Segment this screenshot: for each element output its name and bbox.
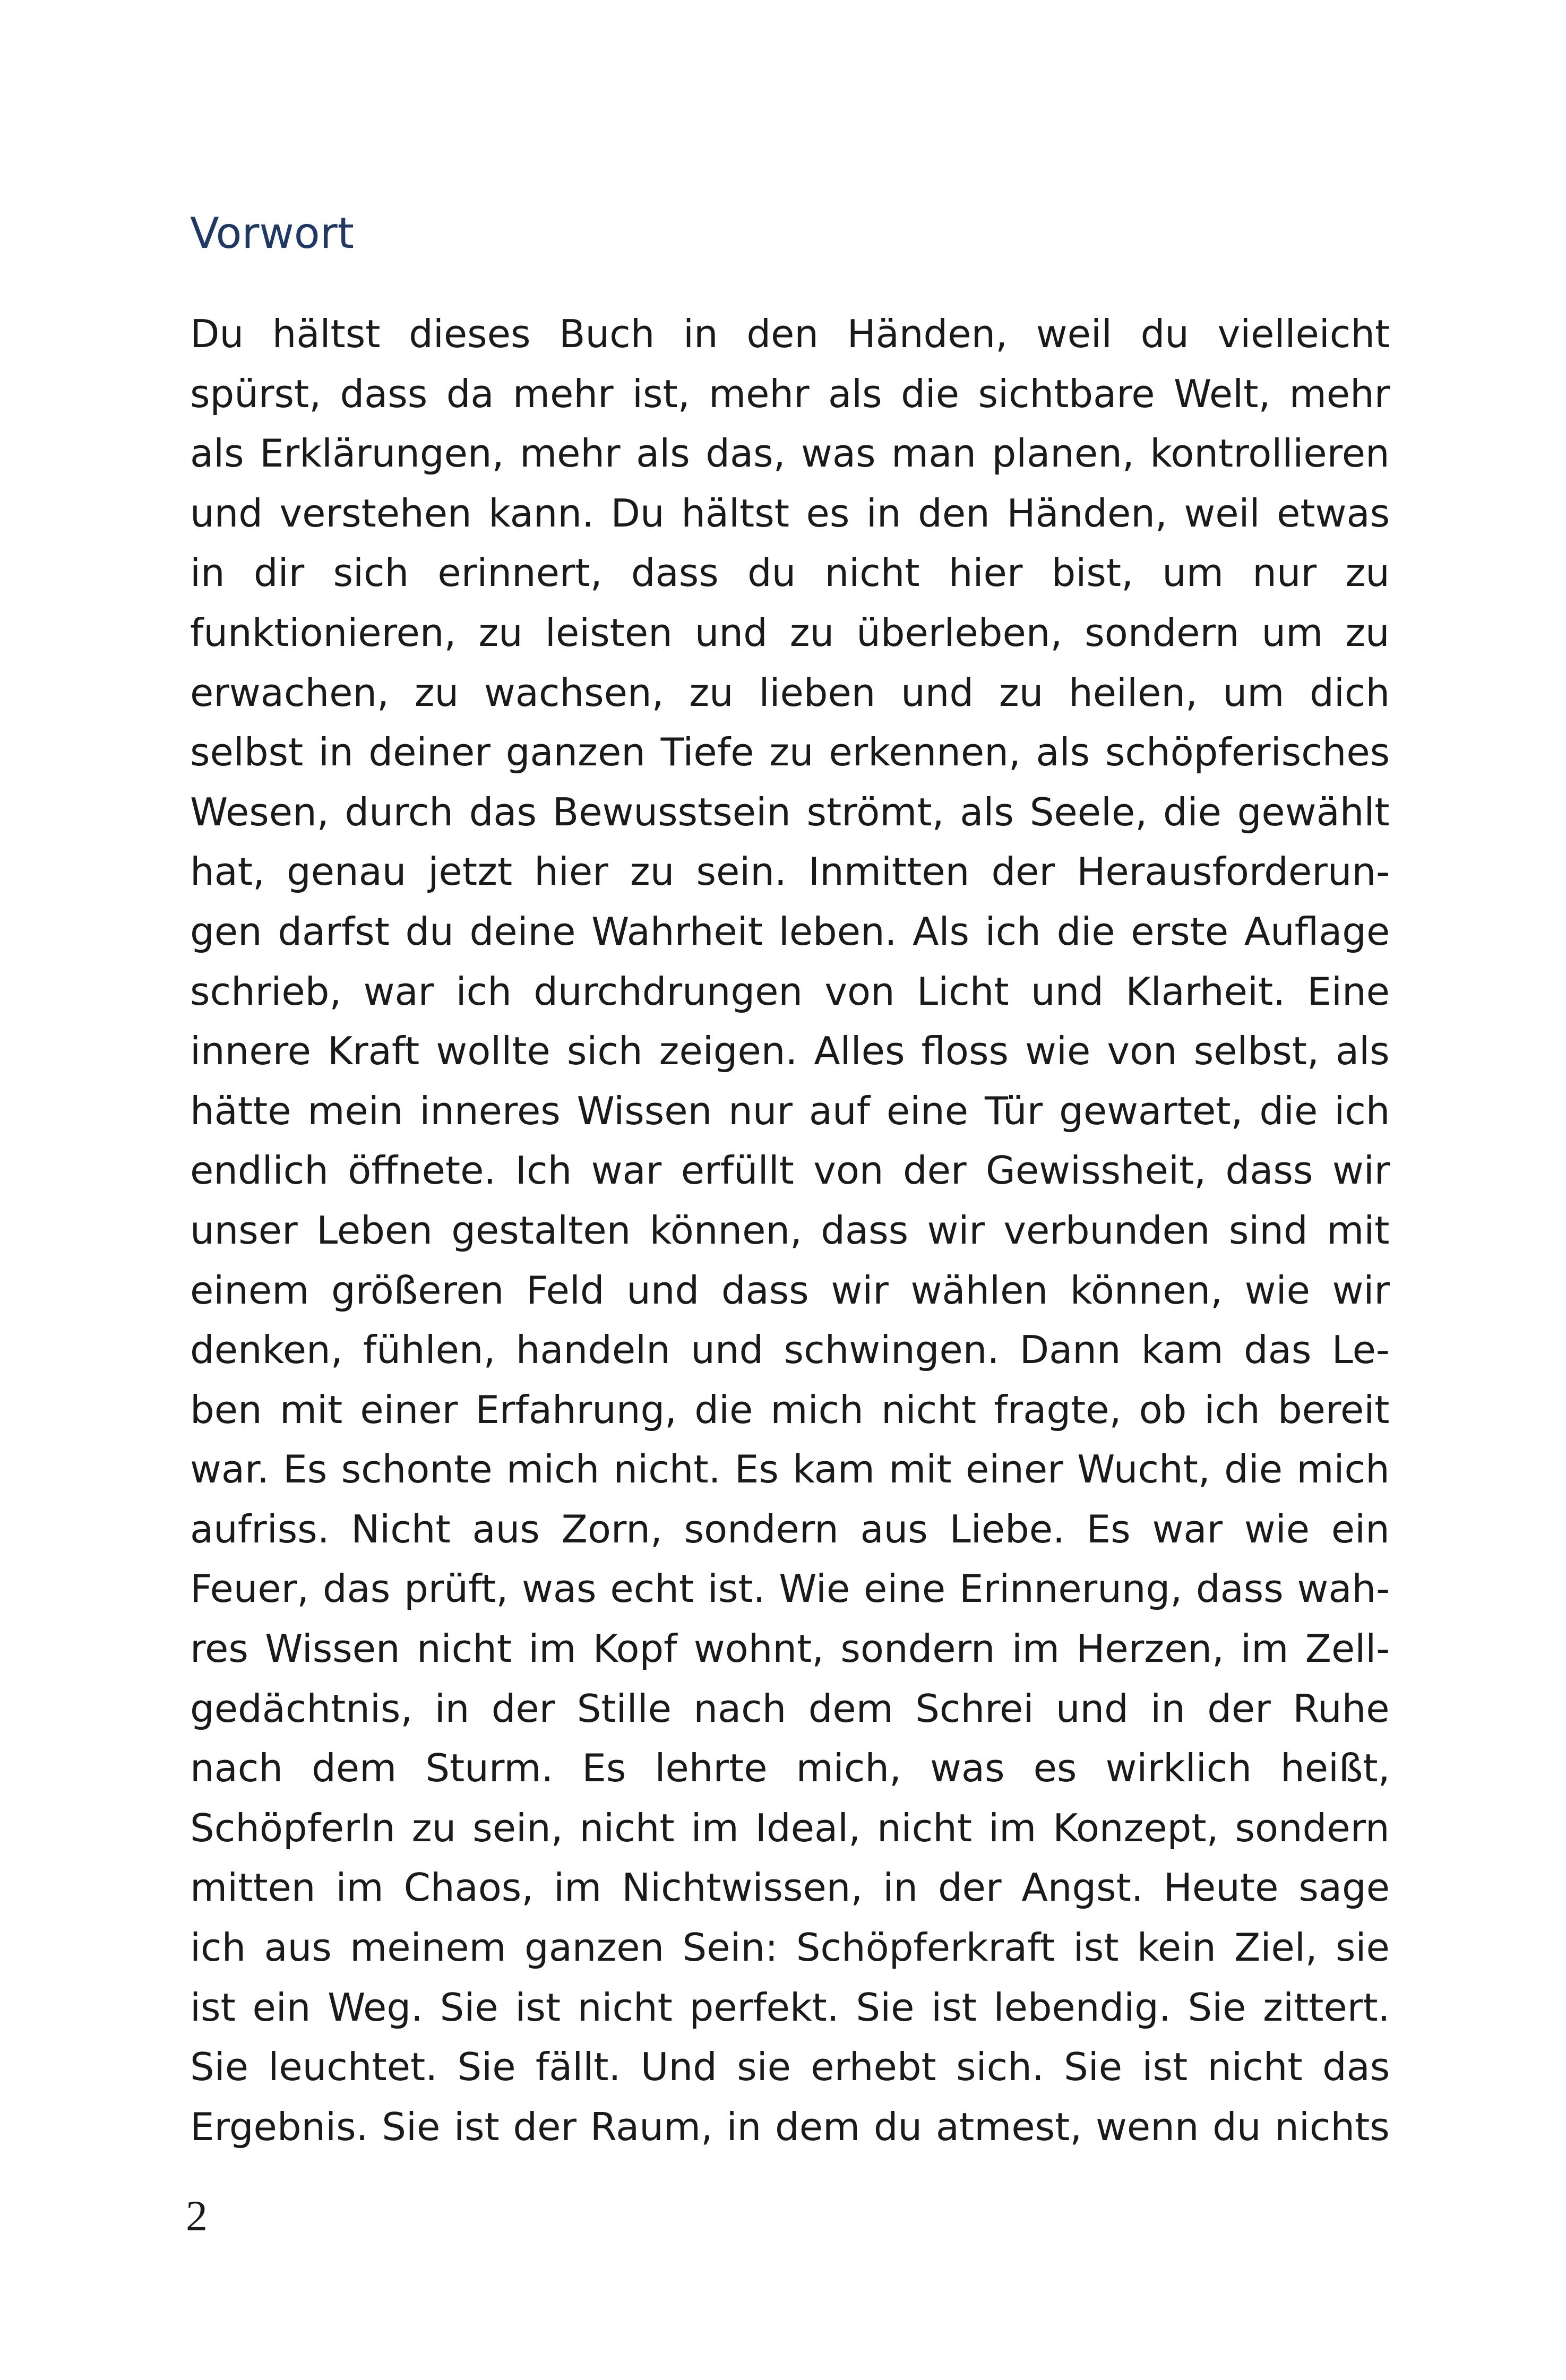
text-line: spürst, dass da mehr ist, mehr als die sichtbare Welt, mehr [190,371,1390,416]
text-line: und verstehen kann. Du hältst es in den Händen, weil etwas [190,490,1390,536]
text-line: res Wissen nicht im Kopf wohnt, sondern im Herzen, im Zell- [190,1626,1390,1671]
text-line: Ergebnis. Sie ist der Raum, in dem du atmest, wenn du nichts [190,2104,1390,2149]
text-line: erwachen, zu wachsen, zu lieben und zu heilen, um dich [190,670,1390,715]
text-line: gen darfst du deine Wahrheit leben. Als ich die erste Auflage [190,909,1390,954]
text-line: denken, fühlen, handeln und schwingen. Dann kam das Le- [190,1327,1390,1373]
text-line: funktionieren, zu leisten und zu überleben, sondern um zu [190,610,1390,655]
text-line: ist ein Weg. Sie ist nicht perfekt. Sie ist lebendig. Sie zittert. [190,1985,1390,2030]
text-line: Wesen, durch das Bewusstsein strömt, als Seele, die gewählt [190,789,1390,834]
text-line: innere Kraft wollte sich zeigen. Alles floss wie von selbst, als [190,1029,1390,1074]
text-line: nach dem Sturm. Es lehrte mich, was es wirklich heißt, [190,1746,1390,1791]
text-line: in dir sich erinnert, dass du nicht hier bist, um nur zu [190,550,1390,596]
text-line: endlich öffnete. Ich war erfüllt von der Gewissheit, dass wir [190,1148,1390,1193]
text-line: einem größeren Feld und dass wir wählen können, wie wir [190,1267,1390,1313]
text-line: Du hältst dieses Buch in den Händen, weil du vielleicht [190,312,1390,356]
text-line: SchöpferIn zu sein, nicht im Ideal, nicht im Konzept, sondern [190,1805,1390,1850]
text-line: Sie leuchtet. Sie fällt. Und sie erhebt sich. Sie ist nicht das [190,2045,1390,2090]
text-line: ich aus meinem ganzen Sein: Schöpferkraft ist kein Ziel, sie [190,1925,1390,1970]
text-line: hat, genau jetzt hier zu sein. Inmitten der Herausforderun- [190,849,1390,894]
body-paragraph [190,304,1390,2157]
text-line: Feuer, das prüft, was echt ist. Wie eine Erinnerung, dass wah- [190,1566,1390,1611]
text-line: unser Leben gestalten können, dass wir verbunden sind mit [190,1208,1390,1253]
text-line: hätte mein inneres Wissen nur auf eine Tür gewartet, die ich [190,1088,1390,1133]
text-line: mitten im Chaos, im Nichtwissen, in der Angst. Heute sage [190,1865,1390,1910]
page-number: 2 [186,2192,208,2240]
text-line: ben mit einer Erfahrung, die mich nicht fragte, ob ich bereit [190,1387,1390,1432]
text-line: gedächtnis, in der Stille nach dem Schrei und in der Ruhe [190,1686,1390,1731]
text-line: aufriss. Nicht aus Zorn, sondern aus Liebe. Es war wie ein [190,1506,1390,1551]
text-line: als Erklärungen, mehr als das, was man planen, kontrollieren [190,431,1390,476]
chapter-heading: Vorwort [190,209,354,258]
text-line: schrieb, war ich durchdrungen von Licht und Klarheit. Eine [190,969,1390,1014]
text-line: war. Es schonte mich nicht. Es kam mit einer Wucht, die mich [190,1447,1390,1492]
text-line: selbst in deiner ganzen Tiefe zu erkennen, als schöpferisches [190,730,1390,775]
